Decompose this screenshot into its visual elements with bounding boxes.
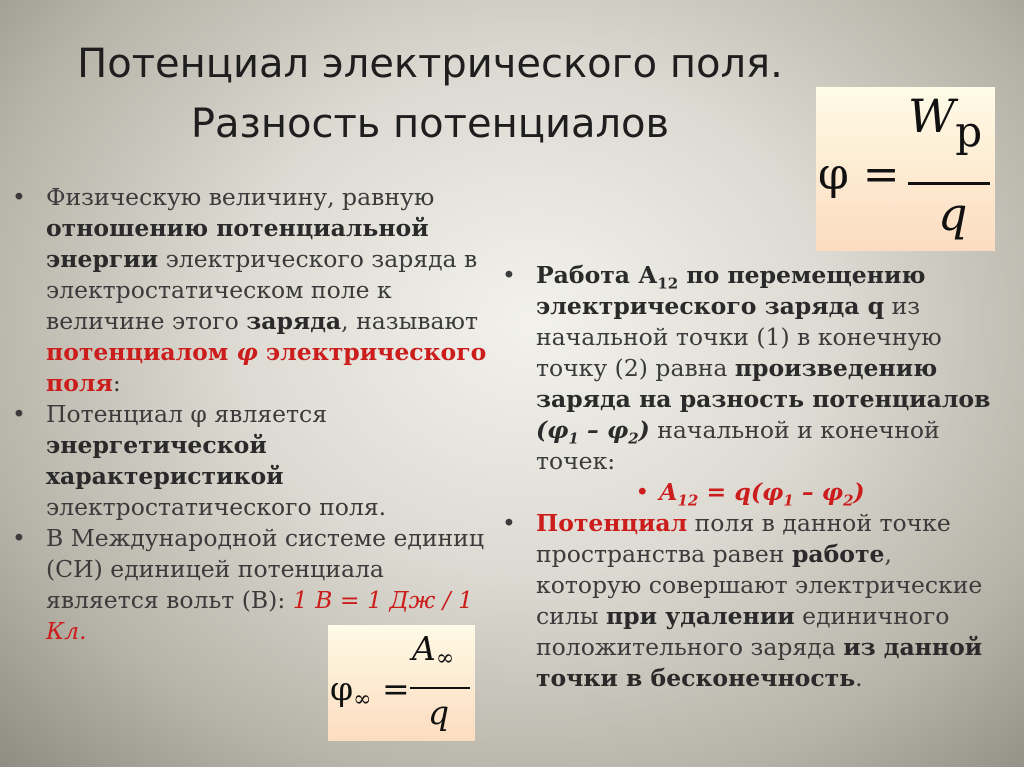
formula-inf-fraction-bar — [410, 687, 470, 689]
formula-numerator: Wp — [908, 89, 983, 156]
list-item: • Потенциал φ является энергетической характеристикой электростатического поля. — [12, 400, 387, 521]
formula-inf-lhs: φ∞ = — [330, 669, 410, 712]
formula-lhs: φ = — [818, 149, 900, 200]
bullet-icon: • — [502, 261, 516, 289]
title-line-1: Потенциал электрического поля. — [77, 41, 783, 87]
left-bullet-list — [10, 182, 500, 647]
left-column — [10, 182, 500, 647]
bullet-icon: • — [635, 478, 650, 506]
right-bullet-list — [500, 260, 1000, 694]
bullet-icon: • — [12, 524, 26, 552]
formula-inf-denominator: q — [428, 693, 450, 732]
bullet-icon: • — [502, 509, 516, 537]
list-item: • Потенциал поля в данной точке пространства равен работе, которую совершают электрические силы при удалении единичного положительного заряда из данной точки в бесконечность. — [502, 509, 983, 692]
bullet-icon: • — [12, 183, 26, 211]
formula-fraction-bar — [908, 182, 990, 185]
title-line-2: Разность потенциалов — [190, 101, 670, 147]
formula-denominator: q — [938, 187, 968, 241]
bullet-icon: • — [12, 400, 26, 428]
list-item: • Физическую величину, равную отношению потенциальной энергии электрического заряда в электростатическом поле к величине этого заряда, называют потенциалом φ электрического поля: — [12, 183, 487, 397]
slide-title — [70, 34, 790, 154]
work-formula: $A_{12} = q(\varphi_1 - \varphi_2)$ — [659, 478, 865, 510]
list-item: • В Международной системе единиц (СИ) единицей потенциала является вольт (В): 1 В = 1 Дж / 1 Кл. — [12, 524, 484, 645]
potential-formula-image — [816, 87, 995, 251]
formula-inf-numerator: A∞ — [412, 629, 455, 671]
list-item: • Работа $А_{12}$ по перемещению электрического заряда q из начальной точки (1) в конечную точку (2) равна произведению заряда на разность потенциалов $(\varphi_1 - \varphi_2)$ начальной и конечной точек: — [502, 261, 991, 475]
formula-list-item — [500, 477, 1000, 508]
right-column — [500, 260, 1000, 694]
